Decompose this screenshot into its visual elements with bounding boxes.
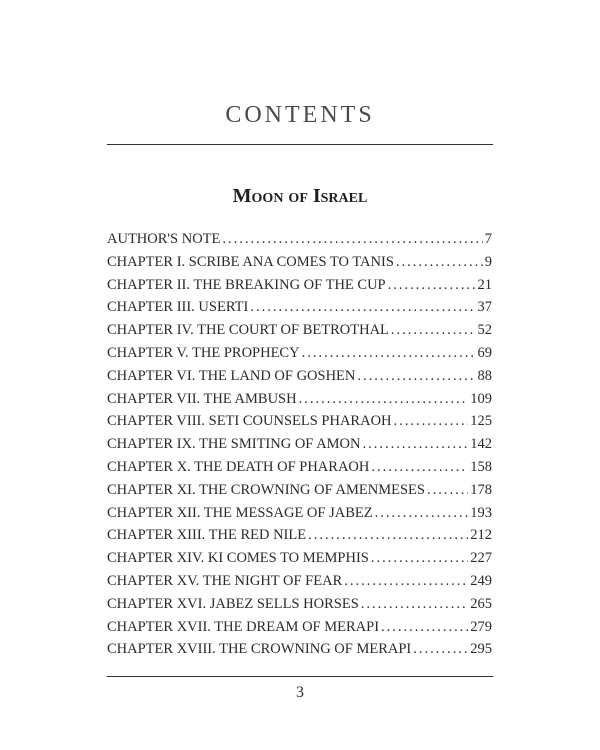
toc-entry-page: 7 xyxy=(484,231,492,247)
toc-entry-page: 69 xyxy=(477,344,492,361)
toc-entry[interactable] xyxy=(107,524,492,547)
top-divider xyxy=(107,144,493,145)
toc-entry-title: CHAPTER III. USERTI xyxy=(107,299,249,316)
toc-entry-title: CHAPTER IX. THE SMITING OF AMON xyxy=(107,436,361,453)
toc-entry[interactable] xyxy=(107,502,492,525)
toc-entry-title: AUTHOR'S NOTE xyxy=(107,231,221,247)
toc-entry[interactable] xyxy=(107,547,492,570)
toc-entry-title: CHAPTER XI. THE CROWNING OF AMENMESES xyxy=(107,481,425,498)
toc-entry-title: CHAPTER VII. THE AMBUSH xyxy=(107,390,297,407)
dot-leader xyxy=(371,547,468,570)
dot-leader xyxy=(361,593,468,616)
toc-entry[interactable] xyxy=(107,296,492,319)
toc-entry-page: 52 xyxy=(477,322,492,339)
toc-entry[interactable] xyxy=(107,616,492,639)
dot-leader xyxy=(375,502,469,525)
dot-leader xyxy=(388,274,476,297)
toc-entry-title: CHAPTER X. THE DEATH OF PHARAOH xyxy=(107,458,370,475)
bottom-divider xyxy=(107,676,493,677)
dot-leader xyxy=(357,365,475,388)
toc-entry-page: 193 xyxy=(470,504,492,521)
dot-leader xyxy=(222,228,482,251)
dot-leader xyxy=(371,456,468,479)
dot-leader xyxy=(427,479,468,502)
toc-entry-title: CHAPTER XVIII. THE CROWNING OF MERAPI xyxy=(107,641,412,658)
toc-entry-title: CHAPTER XII. THE MESSAGE OF JABEZ xyxy=(107,504,373,521)
toc-entry[interactable] xyxy=(107,342,492,365)
toc-entry-page: 265 xyxy=(470,595,492,612)
toc-entry-title: CHAPTER XV. THE NIGHT OF FEAR xyxy=(107,572,343,589)
toc-entry[interactable] xyxy=(107,319,492,342)
toc-entry-page: 295 xyxy=(470,641,492,658)
page-number: 3 xyxy=(296,684,304,701)
dot-leader xyxy=(413,638,468,661)
toc-entry-page: 9 xyxy=(484,253,492,270)
toc-entry[interactable] xyxy=(107,388,492,411)
toc-entry-page: 125 xyxy=(470,413,492,430)
toc-entry-page: 158 xyxy=(470,458,492,475)
toc-entry-page: 178 xyxy=(470,481,492,498)
toc-entry-title: CHAPTER XIV. KI COMES TO MEMPHIS xyxy=(107,550,369,567)
toc-entry[interactable] xyxy=(107,456,492,479)
dot-leader xyxy=(308,524,468,547)
toc-entry-page: 142 xyxy=(470,436,492,453)
toc-entry-page: 21 xyxy=(477,276,492,293)
toc-entry-title: CHAPTER VIII. SETI COUNSELS PHARAOH xyxy=(107,413,392,430)
toc-entry[interactable] xyxy=(107,274,492,297)
dot-leader xyxy=(250,296,475,319)
dot-leader xyxy=(299,388,469,411)
dot-leader xyxy=(381,616,468,639)
toc-entry-page: 37 xyxy=(477,299,492,316)
dot-leader xyxy=(363,433,469,456)
toc-entry-title: CHAPTER XIII. THE RED NILE xyxy=(107,527,307,544)
toc-entry-title: CHAPTER V. THE PROPHECY xyxy=(107,344,300,361)
book-title: Moon of Israel xyxy=(232,185,368,207)
toc-entry-page: 227 xyxy=(470,550,492,567)
table-of-contents xyxy=(107,228,492,661)
toc-entry[interactable] xyxy=(107,251,492,274)
toc-entry-title: CHAPTER XVI. JABEZ SELLS HORSES xyxy=(107,595,359,612)
toc-entry[interactable] xyxy=(107,638,492,661)
dot-leader xyxy=(396,251,483,274)
toc-entry-title: CHAPTER VI. THE LAND OF GOSHEN xyxy=(107,367,356,384)
toc-entry-page: 279 xyxy=(470,618,492,635)
dot-leader xyxy=(391,319,476,342)
toc-entry[interactable] xyxy=(107,479,492,502)
toc-entry[interactable] xyxy=(107,410,492,433)
toc-entry-title: CHAPTER XVII. THE DREAM OF MERAPI xyxy=(107,618,380,635)
dot-leader xyxy=(344,570,468,593)
toc-entry[interactable] xyxy=(107,593,492,616)
toc-entry-title: CHAPTER IV. THE COURT OF BETROTHAL xyxy=(107,322,389,339)
toc-entry-page: 249 xyxy=(470,572,492,589)
toc-entry-title: CHAPTER II. THE BREAKING OF THE CUP xyxy=(107,276,386,293)
toc-entry-title: CHAPTER I. SCRIBE ANA COMES TO TANIS xyxy=(107,253,394,270)
toc-entry[interactable] xyxy=(107,433,492,456)
toc-entry-page: 212 xyxy=(470,527,492,544)
toc-entry[interactable] xyxy=(107,570,492,593)
dot-leader xyxy=(394,410,469,433)
toc-entry[interactable] xyxy=(107,365,492,388)
toc-entry-page: 88 xyxy=(477,367,492,384)
dot-leader xyxy=(302,342,476,365)
toc-entry-page: 109 xyxy=(470,390,492,407)
toc-entry[interactable] xyxy=(107,228,492,251)
contents-heading: CONTENTS xyxy=(225,102,375,128)
